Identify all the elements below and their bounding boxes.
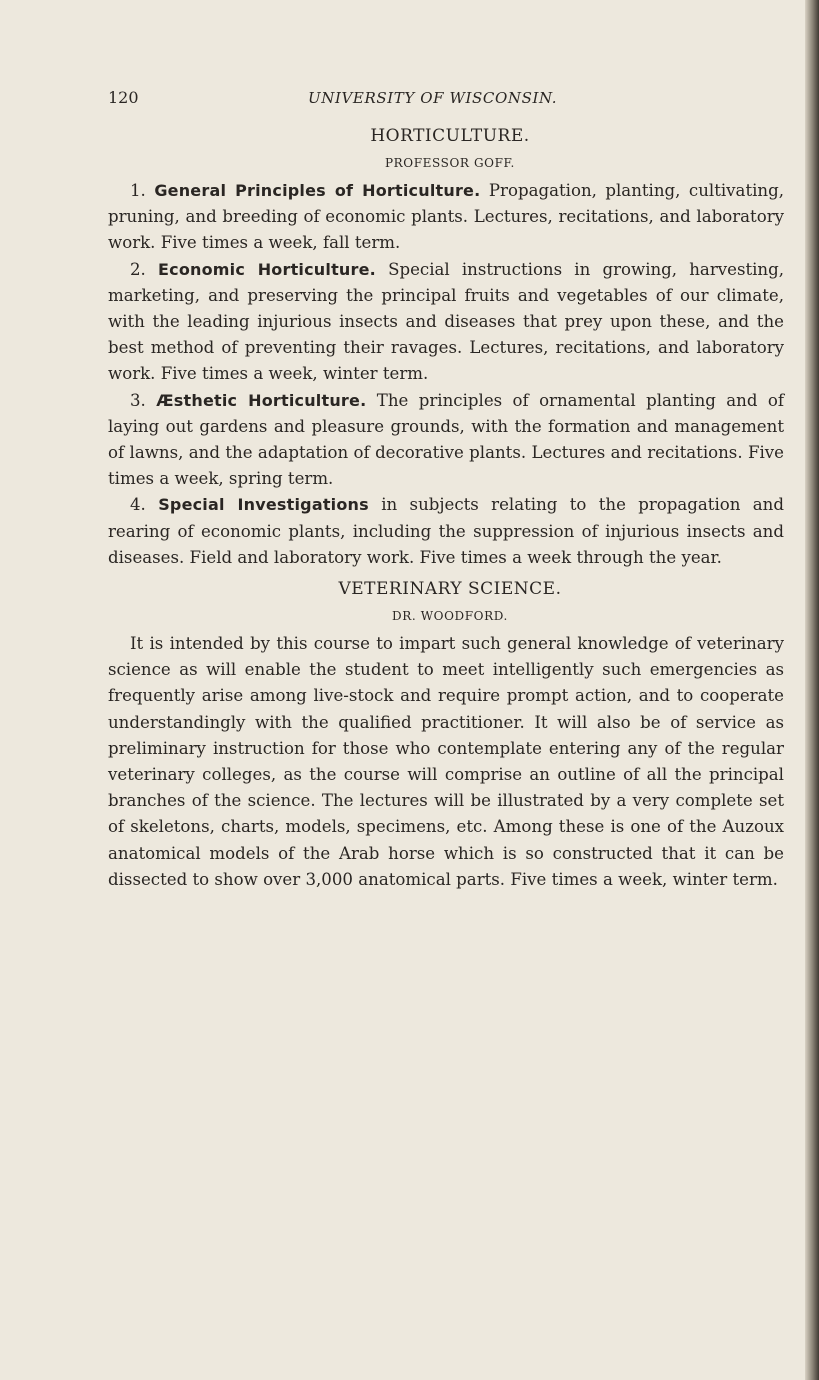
course-3 xyxy=(108,388,784,493)
running-title: UNIVERSITY OF WISCONSIN. xyxy=(308,89,558,107)
course-title: Special Investigations xyxy=(158,495,369,515)
course-4 xyxy=(108,492,784,571)
veterinary-paragraph: It is intended by this course to impart such general knowledge of veterinary science as will enable the student to meet intelligently such emergencies as frequently arise among live-stock and require prompt action, and to cooperate understandingly with the qualified practitioner. It will also be of service as preliminary instruction for those who contemplate entering any of the regular veterinary colleges, as the course will comprise an outline of all the principal branches of the science. The lectures will be illustrated by a very complete set of skeletons, charts, models, specimens, etc. Among these is one of the Auzoux anatomical models of the Arab horse which is so constructed that it can be dissected to show over 3,000 anatomical parts. Five times a week, winter term. xyxy=(108,634,784,889)
course-description: in subjects relating to the propagation and rearing of economic plants, including the suppression of injurious insects and diseases. Field and laboratory work. Five times a week through the year. xyxy=(108,495,784,567)
page-content xyxy=(108,88,784,893)
horticulture-heading: HORTICULTURE. xyxy=(370,126,530,146)
running-head xyxy=(108,88,784,112)
course-number: 2. xyxy=(130,259,146,279)
course-number: 3. xyxy=(130,390,146,410)
page-edge-shadow xyxy=(805,0,819,1380)
course-description: The principles of ornamental planting and of laying out gardens and pleasure grounds, with the formation and management of lawns, and the adaptation of decorative plants. Lectures and recitations. Five times a week, spring term. xyxy=(108,390,784,489)
course-number: 4. xyxy=(130,495,146,515)
course-title: General Principles of Horticulture. xyxy=(154,181,481,200)
course-description: Special instructions in growing, harvesting, marketing, and preserving the principal fruits and vegetables of our climate, with the leading injurious insects and diseases that prey upon these, and the best method of preventing their ravages. Lectures, recitations, and laboratory work. Five times a week, winter term. xyxy=(108,259,785,384)
page-number: 120 xyxy=(108,88,139,107)
veterinary-heading: VETERINARY SCIENCE. xyxy=(338,579,562,600)
course-1 xyxy=(108,178,784,257)
course-2 xyxy=(108,257,784,388)
course-title: Economic Horticulture. xyxy=(158,259,376,279)
veterinary-instructor: DR. WOODFORD. xyxy=(392,609,508,624)
course-number: 1. xyxy=(130,181,146,200)
course-description: Propagation, planting, cultivating, pruning, and breeding of economic plants. Lectures, recitations, and laboratory work. Five times a week, fall term. xyxy=(108,181,785,253)
course-title: Æsthetic Horticulture. xyxy=(156,390,367,410)
horticulture-instructor: PROFESSOR GOFF. xyxy=(385,156,515,170)
